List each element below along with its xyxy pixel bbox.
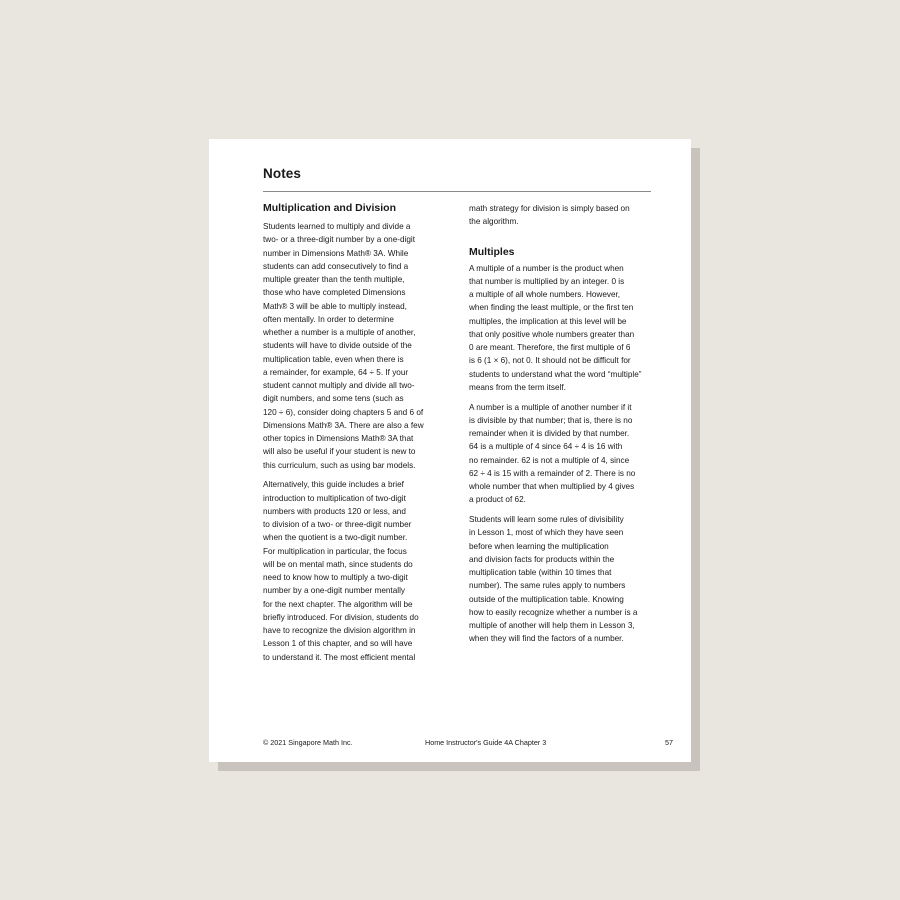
section-heading-multiplication-division: Multiplication and Division	[263, 202, 397, 214]
paragraph-divisibility: A number is a multiple of another number if it is divisible by that number; that is, there is no remainder when it is divided by that number. 64 is a multiple of 4 since 64 ÷ 4 is 16 with no remainder. 62 is not a multiple of 4, since 62 ÷ 4 is 15 with a remainder of 2. There is no whole number that when multiplied by 4 gives a product of 62.	[469, 402, 636, 505]
right-column	[469, 202, 664, 652]
paragraph-continuation: math strategy for division is simply based on the algorithm.	[469, 204, 630, 227]
paragraph-multiplication-intro: Students learned to multiply and divide a two- or a three-digit number by a one-digit number in Dimensions Math® 3A. While students can add consecutively to find a multiple greater than the tenth multiple, those who have completed Dimensions Math® 3 will be able to multiply instead, often mentally. In order to determine whether a number is a multiple of another, students will have to divide outside of the multiplication table, even when there is a remainder, for example, 64 ÷ 5. If your student cannot multiply and divide all two- digit numbers, and some tens (such as 120 ÷ 6), consider doing chapters 5 and 6 of Dimensions Math® 3A. There are also a few other topics in Dimensions Math® 3A that will also be useful if your student is new to this curriculum, such as using bar models.	[263, 222, 424, 470]
paragraph-alternatively: Alternatively, this guide includes a brief introduction to multiplication of two-digit numbers with products 120 or less, and to division of a two- or three-digit number when the quotient is a two-digit number. For multiplication in particular, the focus will be on mental math, since students do need to know how to multiply a two-digit number by a one-digit number mentally for the next chapter. The algorithm will be briefly introduced. For division, students do have to recognize the division algorithm in Lesson 1 of this chapter, and so will have to understand it. The most efficient mental	[263, 480, 419, 662]
left-column	[263, 200, 439, 670]
document-page	[209, 139, 691, 762]
title-divider	[263, 191, 651, 192]
footer-guide-title: Home Instructor's Guide 4A Chapter 3	[425, 738, 547, 747]
footer-copyright: © 2021 Singapore Math Inc.	[263, 738, 353, 747]
page-title: Notes	[263, 166, 302, 181]
paragraph-multiple-definition: A multiple of a number is the product when that number is multiplied by an integer. 0 is a multiple of all whole numbers. However, when finding the least multiple, or the first ten multiples, the implication at this level will be that only positive whole numbers greater than 0 are meant. Therefore, the first multiple of 6 is 6 (1 × 6), not 0. It should not be difficult for students to understand what the word “multiple” means from the term itself.	[469, 263, 642, 392]
footer-page-number: 57	[665, 738, 673, 747]
section-heading-multiples: Multiples	[469, 245, 515, 258]
paragraph-rules-of-divisibility: Students will learn some rules of divisibility in Lesson 1, most of which they have seen before when learning the multiplication and division facts for products within the multiplication table (within 10 times that number). The same rules apply to numbers outside of the multiplication table. Knowing how to easily recognize whether a number is a multiple of another will help them in Lesson 3, when they will find the factors of a number.	[469, 515, 638, 644]
